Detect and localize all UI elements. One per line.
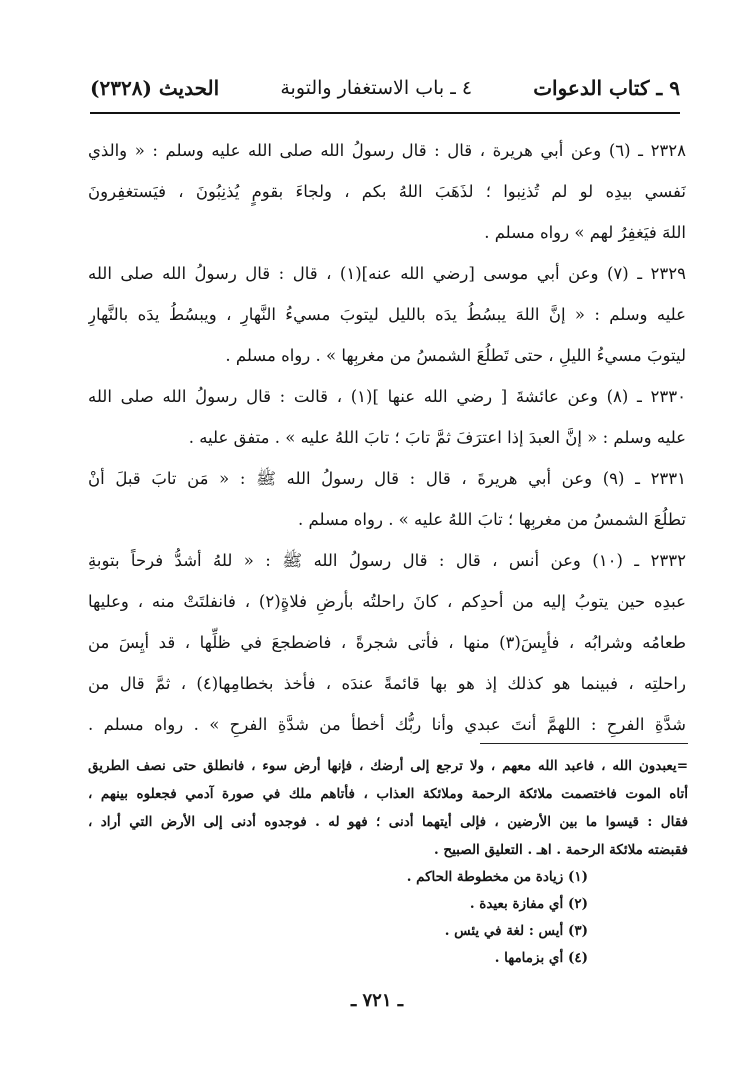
- note-line: =يعبدون الله ، فاعبد الله معهم ، ولا ترجع إلى أرضك ، فإنها أرض سوء ، فانطلق حتى نصف الطريق: [88, 758, 688, 774]
- book-title: ٩ ـ كتاب الدعوات: [533, 76, 680, 100]
- text-line: راحلتِه ، فبينما هو كذلك إذ هو بها قائمةً عندَه ، فأخذ بخطامِها(٤) ، ثمَّ قال من: [88, 674, 686, 693]
- note-line: فقبضته ملائكة الرحمة . اهـ . التعليق الصبيح .: [433, 842, 688, 858]
- text-line: شدَّةِ الفرحِ : اللهمَّ أنتَ عبدي وأنا ربُّك أخطأ من شدَّةِ الفرحِ » . رواه مسلم .: [88, 715, 686, 734]
- main-text: [88, 130, 686, 745]
- footnote: (١) زيادة من مخطوطة الحاكم .: [406, 869, 588, 885]
- text-line: ٢٣٢٩ ـ (٧) وعن أبي موسى [رضي الله عنه](١) ، قال : قال رسولُ الله صلى الله: [88, 264, 686, 283]
- text-line: عليه وسلم : « إنَّ اللهَ يبسُطُ يدَه بالليل ليتوبَ مسيءُ النَّهارِ ، ويبسُطُ يدَه بالنَّهارِ: [88, 305, 686, 324]
- page-number: ـ ٧٢١ ـ: [350, 990, 404, 1011]
- text-line: ٢٣٣٠ ـ (٨) وعن عائشةَ [ رضي الله عنها ](١) ، قالت : قال رسولُ الله صلى الله: [88, 387, 686, 406]
- text-line: ٢٣٢٨ ـ (٦) وعن أبي هريرة ، قال : قال رسولُ الله صلى الله عليه وسلم : « والذي: [88, 141, 686, 160]
- text-line: عبدِه حين يتوبُ إليه من أحدِكم ، كانَ راحلتُه بأرضِ فلاةٍ(٢) ، فانفلتَتْ منه ، وعليها: [88, 592, 686, 611]
- text-line: تطلُعَ الشمسُ من مغربِها ؛ تابَ اللهُ عليه » . رواه مسلم .: [298, 510, 686, 529]
- note-line: فقال : قيسوا ما بين الأرضين ، فإلى أيتهما أدنى ؛ فهو له . فوجدوه أدنى إلى الأرض التي أراد ،: [88, 814, 688, 830]
- text-line: عليه وسلم : « إنَّ العبدَ إذا اعترَفَ ثمَّ تابَ ؛ تابَ اللهُ عليه » . متفق عليه .: [188, 428, 686, 447]
- chapter-title: ٤ ـ باب الاستغفار والتوبة: [280, 77, 473, 99]
- text-line: اللهَ فيَغفِرُ لهم » رواه مسلم .: [484, 223, 686, 242]
- running-header: [90, 64, 680, 114]
- text-line: نَفسي بيدِه لو لم تُذنِبوا ؛ لذَهَبَ اللهُ بكم ، ولجاءَ بقومٍ يُذنِبُونَ ، فيَستغفِرونَ: [88, 182, 686, 201]
- hadith-range: الحديث (٢٣٢٨): [90, 76, 220, 100]
- text-line: ٢٣٣١ ـ (٩) وعن أبي هريرةَ ، قال : قال رسولُ الله ﷺ : « مَن تابَ قبلَ أنْ: [88, 469, 686, 488]
- footnote: (٢) أي مفازة بعيدة .: [469, 896, 588, 912]
- text-line: طعامُه وشرابُه ، فأيِسَ(٣) منها ، فأتى شجرةً ، فاضطجعَ في ظلِّها ، قد أيِسَ من: [88, 633, 686, 652]
- footnote-divider: [480, 743, 688, 744]
- text-line: ليتوبَ مسيءُ الليلِ ، حتى تَطلُعَ الشمسُ من مغربِها » . رواه مسلم .: [225, 346, 686, 365]
- footnote: (٤) أي بزمامها .: [494, 950, 588, 966]
- text-line: ٢٣٣٢ ـ (١٠) وعن أنس ، قال : قال رسولُ الله ﷺ : « للهُ أشدُّ فرحاً بتوبةِ: [88, 551, 686, 570]
- footnotes-area: [88, 752, 688, 972]
- note-line: أتاه الموت فاختصمت ملائكة الرحمة وملائكة العذاب ، فأتاهم ملك في صورة آدمي فجعلوه بينهم ،: [88, 786, 688, 802]
- footnote: (٣) أيس : لغة في يئس .: [444, 923, 588, 939]
